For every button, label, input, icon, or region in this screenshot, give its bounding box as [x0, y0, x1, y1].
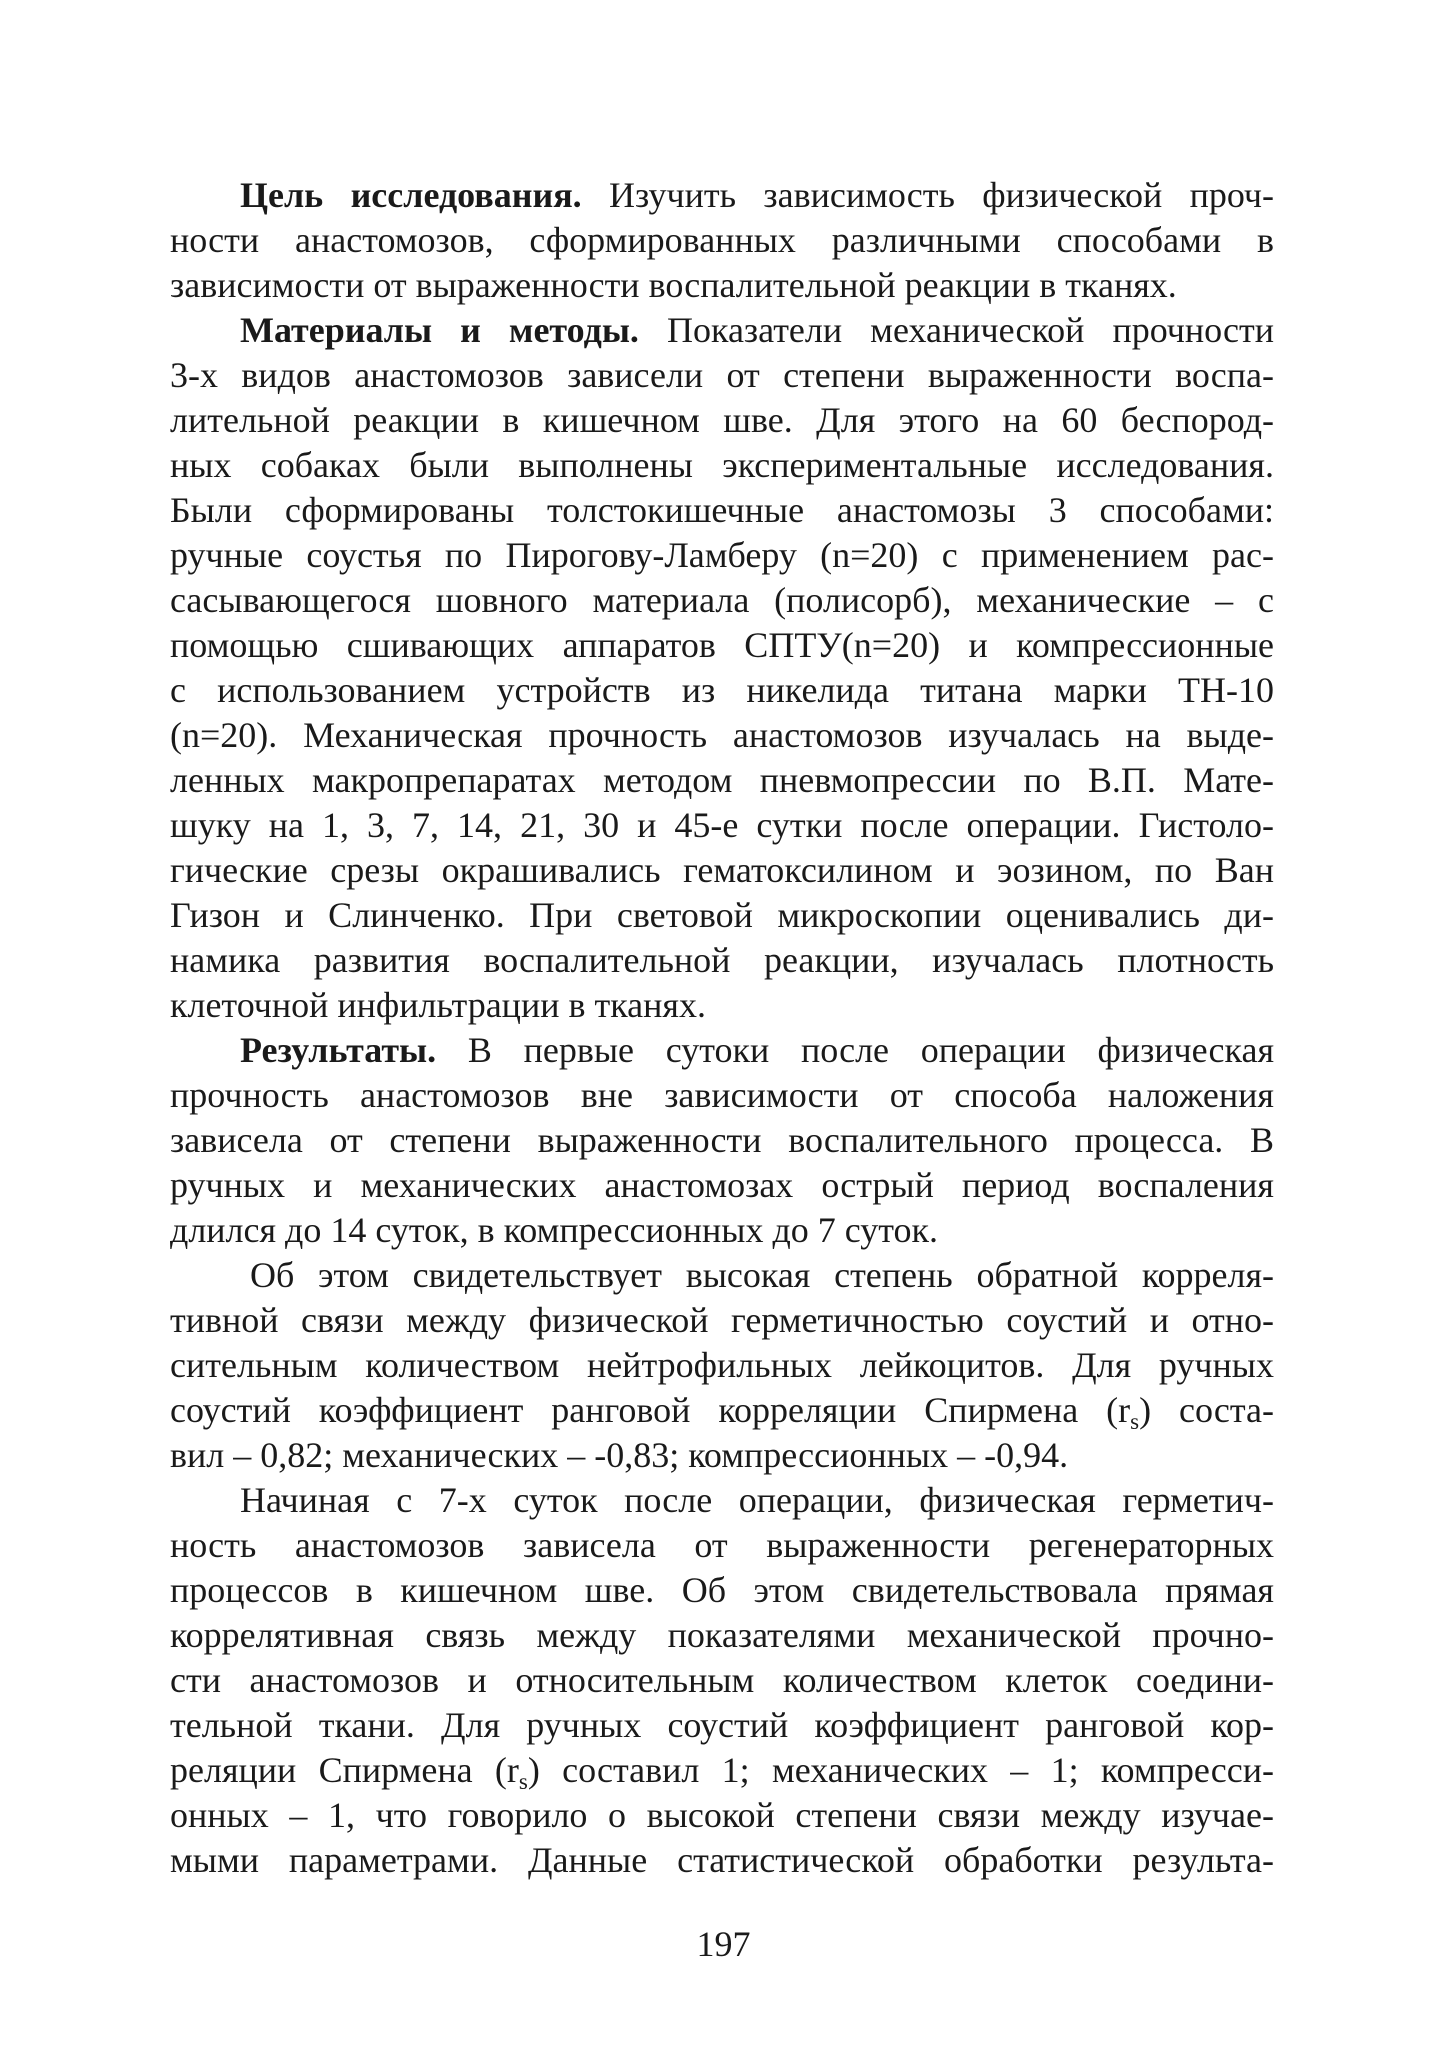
- results-paragraph: [170, 1028, 1274, 1253]
- text-line: зависимости от выраженности воспалительной реакции в тканях.: [170, 265, 1177, 305]
- text-line: лительной реакции в кишечном шве. Для этого на 60 беспород-: [170, 400, 1274, 440]
- text-line: соустий коэффициент ранговой корреляции Спирмена $(r_s)$ соста-: [170, 1390, 1274, 1434]
- methods-paragraph: [170, 308, 1274, 1028]
- text-line: 3-х видов анастомозов зависели от степени выраженности воспа-: [170, 355, 1274, 395]
- text-line: онных – 1, что говорило о высокой степени связи между изучае-: [170, 1795, 1274, 1835]
- text-line: Цель исследования. Изучить зависимость физической проч-: [240, 175, 1274, 215]
- subscript: s: [1130, 1409, 1140, 1434]
- text-line: сительным количеством нейтрофильных лейкоцитов. Для ручных: [170, 1345, 1274, 1385]
- text-line: сасывающегося шовного материала (полисорб), механические – с: [170, 580, 1274, 620]
- text-line: Были сформированы толстокишечные анастомозы 3 способами:: [170, 490, 1274, 530]
- text-line: ности анастомозов, сформированных различными способами в: [170, 220, 1274, 260]
- text-line: Об этом свидетельствует высокая степень обратной корреля-: [250, 1255, 1274, 1295]
- text-line: мыми параметрами. Данные статистической обработки результа-: [170, 1840, 1274, 1880]
- text-line: Гизон и Слинченко. При световой микроскопии оценивались ди-: [170, 895, 1274, 935]
- aim-heading: Цель исследования.: [240, 175, 582, 215]
- text-line: гические срезы окрашивались гематоксилином и эозином, по Ван: [170, 850, 1274, 890]
- text-line: тельной ткани. Для ручных соустий коэффициент ранговой кор-: [170, 1705, 1274, 1745]
- text-line: зависела от степени выраженности воспалительного процесса. В: [170, 1120, 1274, 1160]
- text-line: ленных макропрепаратах методом пневмопрессии по В.П. Мате-: [170, 760, 1274, 800]
- text-line: с использованием устройств из никелида титана марки ТН-10: [170, 670, 1274, 710]
- text-line: вил – 0,82; механических – -0,83; компрессионных – -0,94.: [170, 1435, 1069, 1475]
- text-line: ручные соустья по Пирогову-Ламберу (n=20) с применением рас-: [170, 535, 1274, 575]
- text-line: длился до 14 суток, в компрессионных до 7 суток.: [170, 1210, 939, 1250]
- text-line: намика развития воспалительной реакции, изучалась плотность: [170, 940, 1274, 980]
- text-line: сти анастомозов и относительным количеством клеток соедини-: [170, 1660, 1274, 1700]
- text-line: реляции Спирмена $(r_s)$ составил 1; механических – 1; компресси-: [170, 1750, 1274, 1794]
- aim-paragraph: [170, 173, 1274, 308]
- text-line: шуку на 1, 3, 7, 14, 21, 30 и 45-е сутки после операции. Гистоло-: [170, 805, 1274, 845]
- text-line: Начиная с 7-х суток после операции, физическая герметич-: [240, 1480, 1274, 1520]
- text-line: прочность анастомозов вне зависимости от способа наложения: [170, 1075, 1274, 1115]
- subscript: s: [518, 1769, 528, 1794]
- text-line: коррелятивная связь между показателями механической прочно-: [170, 1615, 1274, 1655]
- page-number: 197: [696, 1924, 751, 1964]
- results-heading: Результаты.: [240, 1030, 437, 1070]
- text-line: клеточной инфильтрации в тканях.: [170, 985, 706, 1025]
- text-line: (n=20). Механическая прочность анастомозов изучалась на выде-: [170, 715, 1274, 755]
- methods-heading: Материалы и методы.: [240, 310, 639, 350]
- text-line: ручных и механических анастомозах острый период воспаления: [170, 1165, 1274, 1205]
- text-line: процессов в кишечном шве. Об этом свидетельствовала прямая: [170, 1570, 1274, 1610]
- page-body: [170, 173, 1274, 1883]
- text-line: помощью сшивающих аппаратов СПТУ(n=20) и компрессионные: [170, 625, 1274, 665]
- text-line: ных собаках были выполнены экспериментальные исследования.: [170, 445, 1274, 485]
- regeneration-paragraph: [170, 1478, 1274, 1883]
- text-line: ность анастомозов зависела от выраженности регенераторных: [170, 1525, 1274, 1565]
- text-line: Материалы и методы. Показатели механической прочности: [240, 310, 1275, 350]
- correlation-paragraph: [170, 1253, 1274, 1478]
- text-line: тивной связи между физической герметичностью соустий и отно-: [170, 1300, 1274, 1340]
- text-line: Результаты. В первые сутоки после операции физическая: [240, 1030, 1275, 1070]
